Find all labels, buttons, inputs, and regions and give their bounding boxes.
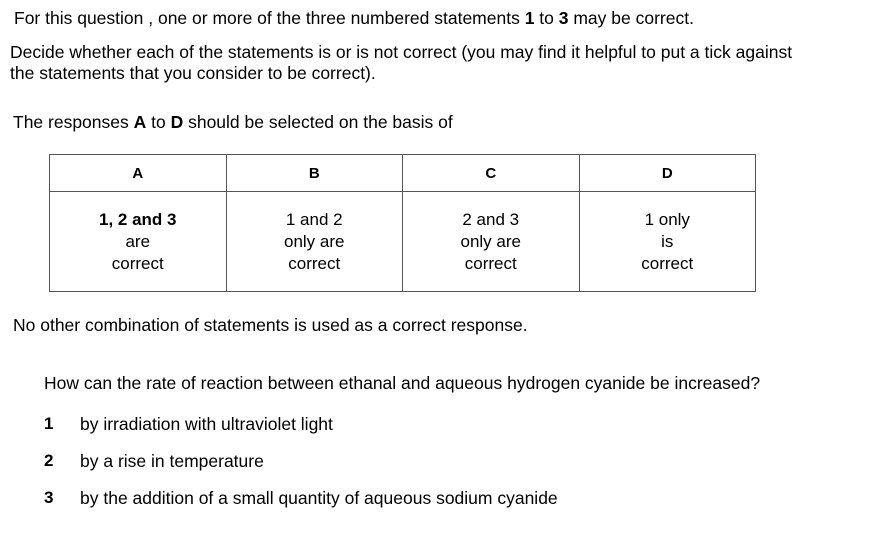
question-text: How can the rate of reaction between ethanal and aqueous hydrogen cyanide be increased?: [44, 373, 761, 393]
cell-line: 1, 2 and 3: [99, 209, 177, 229]
response-cell-d: [579, 192, 756, 292]
responses-intro: [13, 112, 453, 133]
combination-note: No other combination of statements is used as a correct response.: [13, 315, 528, 335]
response-body-row: [50, 192, 756, 292]
response-cell-a: [50, 192, 227, 292]
statement-number: 1: [524, 8, 535, 28]
cell-line: only are: [284, 231, 345, 251]
instruction-text: should be selected on the basis of: [183, 112, 453, 132]
cell-line: correct: [288, 253, 341, 273]
response-key-table: [49, 154, 756, 292]
instruction-text: may be correct.: [568, 8, 694, 28]
cell-line: correct: [464, 253, 517, 273]
statement-text: by the addition of a small quantity of aqueous sodium cyanide: [80, 488, 558, 508]
response-cell-b: [226, 192, 403, 292]
cell-line: only are: [460, 231, 521, 251]
statement-number: 1: [44, 414, 54, 433]
cell-line: is: [661, 231, 674, 251]
instruction-line-1: [14, 8, 694, 29]
statement-number: 3: [558, 8, 569, 28]
response-header-b: B: [226, 155, 403, 192]
response-letter: D: [170, 112, 184, 132]
cell-line: 1 only: [644, 209, 690, 229]
instruction-text: The responses: [13, 112, 134, 132]
instruction-text: to: [146, 112, 171, 132]
response-letter: A: [133, 112, 147, 132]
response-header-a: A: [50, 155, 227, 192]
statement-text: by irradiation with ultraviolet light: [80, 414, 333, 434]
cell-line: 1 and 2: [285, 209, 343, 229]
statement-number: 2: [44, 451, 54, 470]
response-header-row: [50, 155, 756, 192]
instruction-line-2: Decide whether each of the statements is or is not correct (you may find it helpful to put a tick against: [10, 42, 793, 62]
response-header-d: D: [579, 155, 756, 192]
cell-line: correct: [111, 253, 164, 273]
cell-line: correct: [641, 253, 694, 273]
instruction-line-3: the statements that you consider to be correct).: [10, 63, 376, 83]
cell-line: 2 and 3: [462, 209, 520, 229]
response-cell-c: [403, 192, 580, 292]
response-header-c: C: [403, 155, 580, 192]
instruction-text: For this question , one or more of the three numbered statements: [14, 8, 525, 28]
statement-number: 3: [44, 488, 54, 507]
cell-line: are: [125, 231, 151, 251]
statement-text: by a rise in temperature: [80, 451, 264, 471]
instruction-text: to: [534, 8, 559, 28]
